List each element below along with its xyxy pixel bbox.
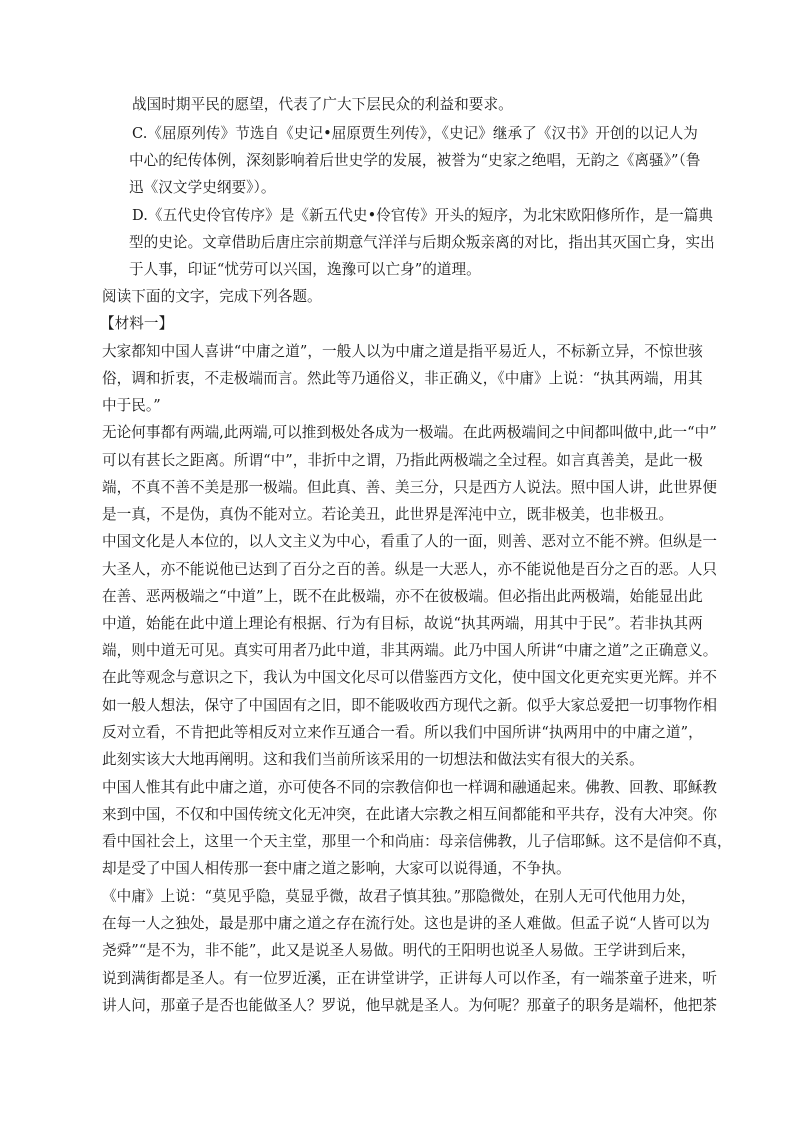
paragraph-3-line-5: 端，则中道无可见。真实可用者乃此中道，非其两端。此乃中国人所讲“中庸之道”之正确意义。 — [102, 642, 718, 659]
paragraph-2-line-2: 可以有甚长之距离。所谓“中”，非折中之谓，乃指此两极端之全过程。如言真善美，是此一极 — [102, 452, 703, 469]
option-c-line-1: C.《屈原列传》节选自《史记•屈原贾生列传》，《史记》继承了《汉书》开创的以记人为 — [132, 125, 698, 142]
paragraph-2-line-4: 是一真，不是伪，真伪不能对立。若论美丑，此世界是浑沌中立，既非极美，也非极丑。 — [102, 506, 674, 523]
paragraph-1-line-3: 中于民。” — [102, 397, 161, 414]
paragraph-6-line-2: 在每一人之独处，最是那中庸之道之存在流行处。这也是讲的圣人难做。但孟子说“人皆可以为 — [102, 915, 710, 932]
paragraph-5-line-4: 却是受了中国人相传那一套中庸之道之影响，大家可以说得通，不争执。 — [102, 860, 571, 877]
option-d-line-2: 型的史论。文章借助后唐庄宗前期意气洋洋与后期众叛亲离的对比，指出其灭国亡身，实出 — [129, 234, 715, 251]
option-b-tail: 战国时期平民的愿望，代表了广大下层民众的利益和要求。 — [132, 96, 513, 113]
paragraph-5-line-2: 来到中国，不仅和中国传统文化无冲突，在此诸大宗教之相互间都能和平共存，没有大冲突。你 — [102, 806, 718, 823]
paragraph-4-line-3: 反对立看，不肯把此等相反对立来作互通合一看。所以我们中国所讲“执两用中的中庸之道”， — [102, 724, 703, 741]
paragraph-4-line-1: 在此等观念与意识之下，我认为中国文化尽可以借鉴西方文化，使中国文化更充实更光辉。并不 — [102, 669, 718, 686]
option-d-line-1: D.《五代史伶官传序》是《新五代史•伶官传》开头的短序，为北宋欧阳修所作，是一篇典 — [132, 207, 714, 224]
paragraph-6-line-3: 尧舜”“是不为，非不能”，此又是说圣人易做。明代的王阳明也说圣人易做。王学讲到后来， — [102, 942, 696, 959]
paragraph-6-line-5: 讲人问，那童子是否也能做圣人？罗说，他早就是圣人。为何呢？那童子的职务是端杯，他把茶 — [102, 997, 718, 1014]
paragraph-6-line-1: 《中庸》上说：“莫见乎隐，莫显乎微，故君子慎其独。”那隐微处，在别人无可代他用力处， — [102, 888, 696, 905]
paragraph-3-line-2: 大圣人，亦不能说他已达到了百分之百的善。纵是一大恶人，亦不能说他是百分之百的恶。人只 — [102, 561, 718, 578]
paragraph-4-line-4: 此刻实该大大地再阐明。这和我们当前所该采用的一切想法和做法实有很大的关系。 — [102, 751, 644, 768]
material-heading: 【材料一】 — [100, 315, 174, 332]
option-c-line-3: 迅《汉文学史纲要》）。 — [129, 179, 276, 196]
paragraph-1-line-1: 大家都知中国人喜讲“中庸之道”，一般人以为中庸之道是指平易近人，不标新立异，不惊世骇 — [102, 343, 703, 360]
paragraph-2-line-3: 端，不真不善不美是那一极端。但此真、善、美三分，只是西方人说法。照中国人讲，此世界便 — [102, 479, 718, 496]
paragraph-5-line-3: 看中国社会上，这里一个天主堂，那里一个和尚庙：母亲信佛教，儿子信耶稣。这不是信仰不真， — [102, 833, 732, 850]
paragraph-6-line-4: 说到满街都是圣人。有一位罗近溪，正在讲堂讲学，正讲每人可以作圣，有一端茶童子进来，听 — [102, 970, 718, 987]
paragraph-2-line-1: 无论何事都有两端,此两端,可以推到极处各成为一极端。在此两极端间之中间都叫做中,此一“中” — [102, 424, 717, 441]
paragraph-3-line-4: 中道，始能在此中道上理论有根据、行为有目标，故说“执其两端，用其中于民”。若非执其两 — [102, 615, 703, 632]
option-d-line-3: 于人事，印证“忧劳可以兴国，逸豫可以亡身”的道理。 — [129, 261, 481, 278]
paragraph-1-line-2: 俗，调和折衷，不走极端而言。然此等乃通俗义，非正确义，《中庸》上说：“执其两端，用其 — [102, 370, 703, 387]
option-c-line-2: 中心的纪传体例，深刻影响着后世史学的发展，被誉为“史家之绝唱，无韵之《离骚》”（鲁 — [129, 152, 701, 169]
paragraph-5-line-1: 中国人惟其有此中庸之道，亦可使各不同的宗教信仰也一样调和融通起来。佛教、回教、耶稣教 — [102, 779, 718, 796]
reading-instruction: 阅读下面的文字，完成下列各题。 — [102, 288, 322, 305]
paragraph-3-line-3: 在善、恶两极端之“中道”上，既不在此极端，亦不在彼极端。但必指出此两极端，始能显出此 — [102, 588, 703, 605]
paragraph-4-line-2: 如一般人想法，保守了中国固有之旧，即不能吸收西方现代之新。似乎大家总爱把一切事物作相 — [102, 697, 718, 714]
paragraph-3-line-1: 中国文化是人本位的，以人文主义为中心，看重了人的一面，则善、恶对立不能不辨。但纵是一 — [102, 533, 718, 550]
